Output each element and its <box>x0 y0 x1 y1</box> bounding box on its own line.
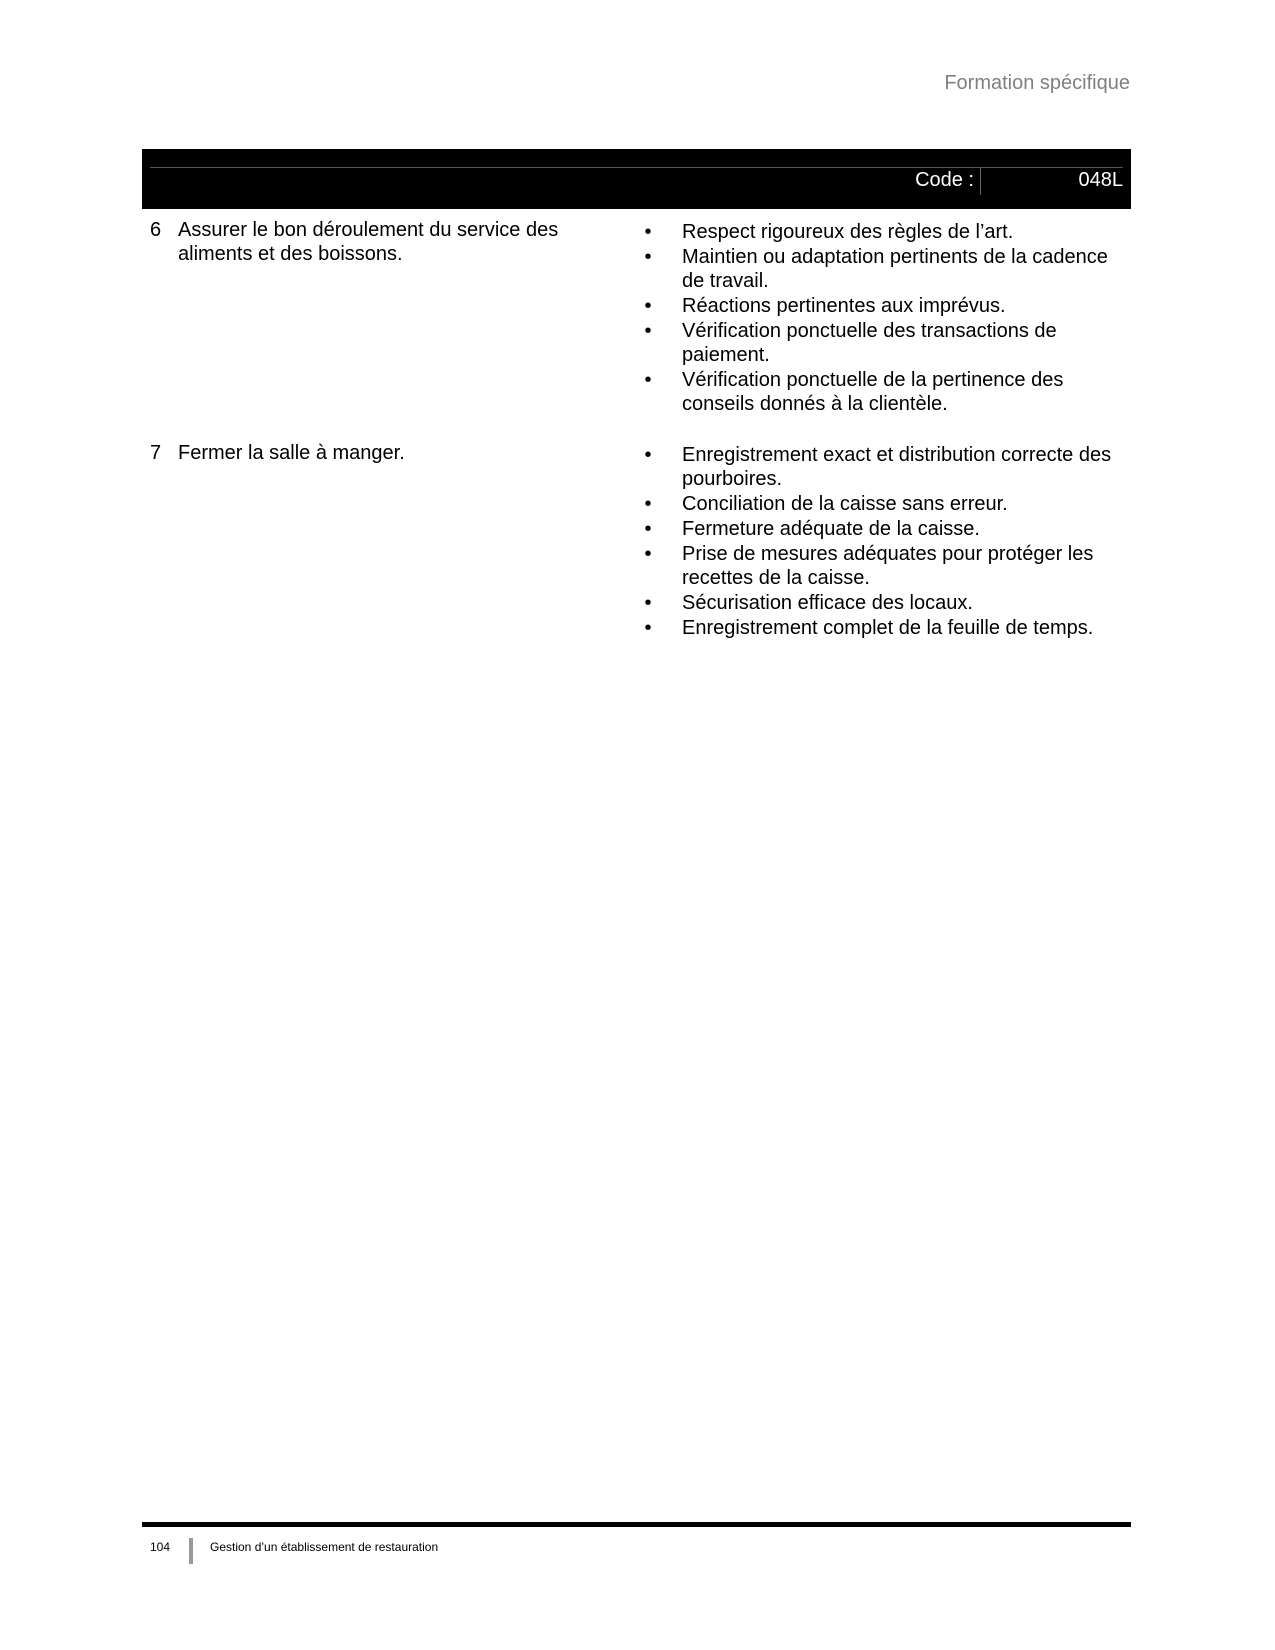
code-bar-rule <box>150 167 1123 168</box>
criteria-item: • Conciliation de la caisse sans erreur. <box>640 492 1120 516</box>
criteria-item: • Fermeture adéquate de la caisse. <box>640 517 1120 541</box>
page-number: 104 <box>150 1540 171 1554</box>
bullet-icon: • <box>644 543 652 565</box>
criteria-item: • Maintien ou adaptation pertinents de la cadence de travail. <box>640 245 1120 293</box>
bullet-icon: • <box>644 320 652 342</box>
criteria-item: • Vérification ponctuelle de la pertinence des conseils donnés à la clientèle. <box>640 368 1120 416</box>
criteria-item: • Enregistrement exact et distribution correcte des pourboires. <box>640 443 1120 491</box>
criteria-item: • Enregistrement complet de la feuille de temps. <box>640 616 1120 640</box>
bullet-icon: • <box>644 246 652 268</box>
section-header: Formation spécifique <box>944 72 1130 94</box>
code-value: 048L <box>1078 169 1123 191</box>
item-number: 6 <box>150 219 162 241</box>
item-title: Assurer le bon déroulement du service des aliments et des boissons. <box>178 219 559 265</box>
footer-rule <box>142 1522 1131 1527</box>
bullet-icon: • <box>644 221 652 243</box>
bullet-icon: • <box>644 295 652 317</box>
criteria-item: • Respect rigoureux des règles de l’art. <box>640 220 1120 244</box>
criteria-item: • Prise de mesures adéquates pour protéger les recettes de la caisse. <box>640 542 1120 590</box>
criteria-item: • Vérification ponctuelle des transactions de paiement. <box>640 319 1120 367</box>
bullet-icon: • <box>644 592 652 614</box>
item-title: Fermer la salle à manger. <box>178 442 405 464</box>
criteria-list <box>640 220 1120 417</box>
bullet-icon: • <box>644 444 652 466</box>
criteria-item: • Réactions pertinentes aux imprévus. <box>640 294 1120 318</box>
bullet-icon: • <box>644 493 652 515</box>
bullet-icon: • <box>644 369 652 391</box>
code-separator <box>980 167 981 195</box>
bullet-icon: • <box>644 518 652 540</box>
criteria-list <box>640 443 1120 641</box>
code-bar <box>142 149 1131 209</box>
document-title: Gestion d’un établissement de restauration <box>210 1540 439 1554</box>
item-number: 7 <box>150 442 162 464</box>
code-label: Code : <box>915 169 974 191</box>
bullet-icon: • <box>644 617 652 639</box>
footer-divider <box>189 1538 193 1564</box>
criteria-item: • Sécurisation efficace des locaux. <box>640 591 1120 615</box>
